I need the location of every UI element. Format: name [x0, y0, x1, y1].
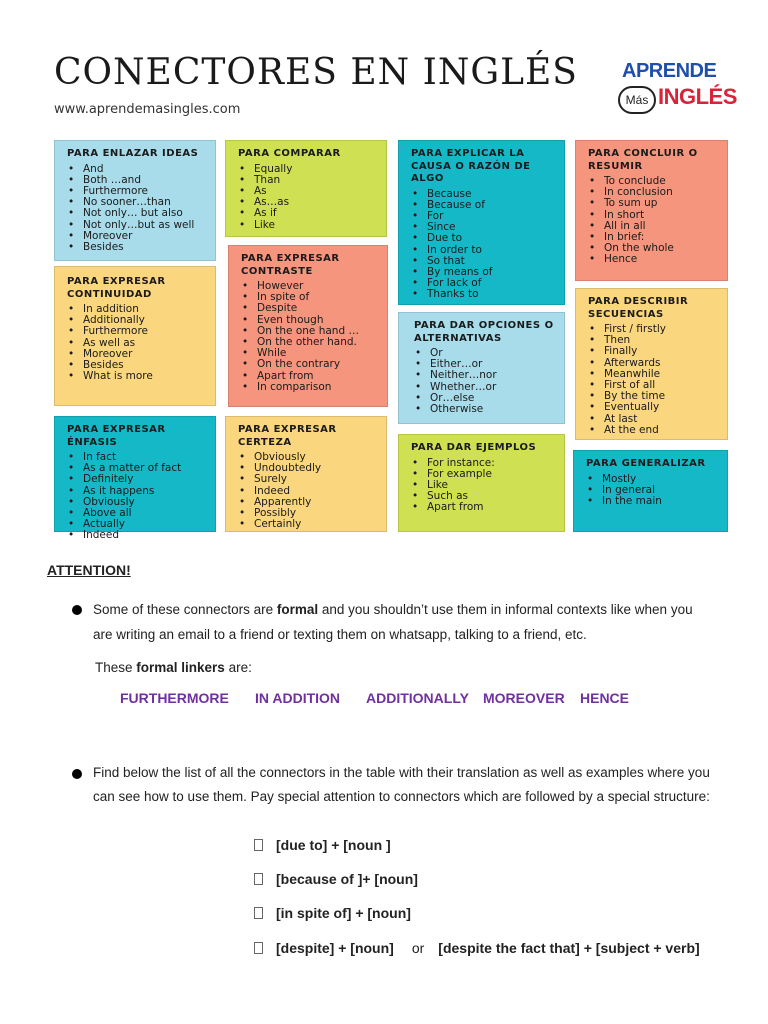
- connector-list: [588, 324, 717, 436]
- card-title: PARA COMPARAR: [238, 148, 341, 159]
- connector-item: • Obviously: [67, 497, 205, 508]
- connector-item: • Furthermore: [67, 186, 205, 197]
- connector-item: • In comparison: [241, 382, 377, 393]
- page-title: CONECTORES EN INGLÉS: [54, 52, 578, 93]
- connector-item: • Because: [411, 189, 554, 200]
- connector-item: • Furthermore: [67, 326, 205, 337]
- connector-item: • Besides: [67, 242, 205, 253]
- connector-list: [588, 176, 717, 266]
- card-secuencias: [575, 288, 728, 440]
- connector-item: • Such as: [411, 491, 554, 502]
- connector-item: • Apparently: [238, 497, 376, 508]
- bullet-icon: [72, 769, 82, 779]
- formal-linker: MOREOVER: [483, 690, 565, 706]
- structure-because-of: [254, 871, 418, 887]
- connector-item: • By means of: [411, 267, 554, 278]
- connector-item: • Undoubtedly: [238, 463, 376, 474]
- connector-item: • Above all: [67, 508, 205, 519]
- website-url[interactable]: www.aprendemasingles.com: [54, 102, 241, 117]
- connector-item: • Meanwhile: [588, 369, 717, 380]
- formal-linker: ADDITIONALLY: [366, 690, 469, 706]
- structure-text: [despite the fact that] + [subject + verb]: [438, 940, 700, 956]
- connector-item: • Mostly: [586, 474, 717, 485]
- connector-list: [241, 281, 377, 393]
- connector-list: [586, 474, 717, 508]
- connector-item: • As…as: [238, 197, 376, 208]
- connector-item: • In addition: [67, 304, 205, 315]
- connector-item: • No sooner…than: [67, 197, 205, 208]
- connector-item: • Since: [411, 222, 554, 233]
- structure-text: [in spite of] + [noun]: [276, 905, 411, 921]
- connector-item: • Like: [411, 480, 554, 491]
- logo-text-ingles: INGLÉS: [658, 84, 737, 109]
- connector-item: • For: [411, 211, 554, 222]
- connector-item: • Moreover: [67, 231, 205, 242]
- connector-item: • What is more: [67, 371, 205, 382]
- connector-list: [67, 304, 205, 382]
- connector-item: • Neither…nor: [414, 370, 554, 381]
- connector-item: • Obviously: [238, 452, 376, 463]
- connector-item: • Like: [238, 220, 376, 231]
- connector-list: [67, 164, 205, 254]
- card-concluir: [575, 140, 728, 281]
- connector-list: [411, 189, 554, 301]
- connector-item: • Hence: [588, 254, 717, 265]
- connector-item: • For lack of: [411, 278, 554, 289]
- structure-text: [despite] + [noun]: [276, 940, 394, 956]
- attention-heading: ATTENTION!: [47, 562, 131, 578]
- connector-item: • Even though: [241, 315, 377, 326]
- card-ejemplos: [398, 434, 565, 532]
- connector-item: • Possibly: [238, 508, 376, 519]
- card-title: PARA DAR EJEMPLOS: [411, 442, 537, 453]
- card-opciones: [398, 312, 565, 424]
- connector-item: • In general: [586, 485, 717, 496]
- connector-item: • In the main: [586, 496, 717, 507]
- connector-item: • In spite of: [241, 292, 377, 303]
- card-title: PARA DESCRIBIR SECUENCIAS: [588, 296, 689, 320]
- card-title: PARA ENLAZAR IDEAS: [67, 148, 199, 159]
- connector-item: • Afterwards: [588, 358, 717, 369]
- connector-item: • Thanks to: [411, 289, 554, 300]
- paragraph-text: Some of these connectors are: [93, 602, 277, 617]
- connector-item: • However: [241, 281, 377, 292]
- connector-item: • Then: [588, 335, 717, 346]
- connector-item: • At last: [588, 414, 717, 425]
- connector-item: • To sum up: [588, 198, 717, 209]
- connector-item: • And: [67, 164, 205, 175]
- card-contraste: [228, 245, 388, 407]
- card-certeza: [225, 416, 387, 532]
- formal-linker: IN ADDITION: [255, 690, 341, 706]
- connector-item: • On the one hand …: [241, 326, 377, 337]
- card-comparar: [225, 140, 387, 237]
- card-enlazar-ideas: [54, 140, 216, 261]
- connector-item: • On the whole: [588, 243, 717, 254]
- card-title: PARA EXPRESAR CONTRASTE: [241, 253, 340, 277]
- connector-item: • Additionally: [67, 315, 205, 326]
- connector-list: [238, 164, 376, 231]
- connector-item: • Certainly: [238, 519, 376, 530]
- checkbox-icon: [254, 907, 263, 919]
- connector-item: • On the contrary: [241, 359, 377, 370]
- structure-in-spite-of: [254, 905, 411, 921]
- structure-due-to: [254, 837, 391, 853]
- connector-item: • As well as: [67, 338, 205, 349]
- card-title: PARA EXPRESAR ÉNFASIS: [67, 424, 166, 448]
- connector-item: • Actually: [67, 519, 205, 530]
- connector-item: • While: [241, 348, 377, 359]
- connector-item: • First of all: [588, 380, 717, 391]
- connector-item: • As: [238, 186, 376, 197]
- logo-text-aprende: APRENDE: [622, 60, 717, 82]
- connector-item: • In short: [588, 210, 717, 221]
- paragraph-text: are:: [224, 660, 252, 675]
- connector-item: • Moreover: [67, 349, 205, 360]
- formal-linker: HENCE: [580, 690, 630, 706]
- card-title: PARA DAR OPCIONES O ALTERNATIVAS: [414, 320, 554, 344]
- connector-item: • Indeed: [238, 486, 376, 497]
- card-generalizar: [573, 450, 728, 532]
- connector-item: • For example: [411, 469, 554, 480]
- connector-item: • Finally: [588, 346, 717, 357]
- connector-item: • Besides: [67, 360, 205, 371]
- connector-item: • All in all: [588, 221, 717, 232]
- connector-item: • First / firstly: [588, 324, 717, 335]
- formal-linker: FURTHERMORE: [120, 690, 229, 706]
- connector-list: [414, 348, 554, 415]
- structure-text: [due to] + [noun ]: [276, 837, 391, 853]
- paragraph-bold: formal linkers: [136, 660, 225, 675]
- or-text: or: [411, 940, 425, 956]
- connector-item: • Indeed: [67, 530, 205, 541]
- checkbox-icon: [254, 839, 263, 851]
- connector-item: • On the other hand.: [241, 337, 377, 348]
- connector-item: • Apart from: [241, 371, 377, 382]
- connector-list: [411, 458, 554, 514]
- connector-item: • As it happens: [67, 486, 205, 497]
- connector-list: [238, 452, 376, 530]
- connector-item: • Despite: [241, 303, 377, 314]
- bullet-icon: [72, 605, 82, 615]
- connector-item: • For instance:: [411, 458, 554, 469]
- connector-item: • Otherwise: [414, 404, 554, 415]
- connector-item: • Or: [414, 348, 554, 359]
- connector-item: • Than: [238, 175, 376, 186]
- connectors-list-paragraph: Find below the list of all the connectors in the table with their translation as well as examples where you can see how to use them. Pay special attention to connectors which are followed by a special structure:: [93, 765, 710, 804]
- brand-logo: [618, 60, 737, 126]
- card-title: PARA EXPRESAR CERTEZA: [238, 424, 337, 448]
- connector-item: • Apart from: [411, 502, 554, 513]
- connector-item: • As a matter of fact: [67, 463, 205, 474]
- checkbox-icon: [254, 873, 263, 885]
- structure-despite: [254, 940, 700, 956]
- connector-item: • As if: [238, 208, 376, 219]
- formal-linkers-intro: [95, 655, 252, 680]
- connector-item: • Either…or: [414, 359, 554, 370]
- checkbox-icon: [254, 942, 263, 954]
- connector-item: • Surely: [238, 474, 376, 485]
- connector-item: • Because of: [411, 200, 554, 211]
- connector-item: • In order to: [411, 245, 554, 256]
- connector-item: • Not only…but as well: [67, 220, 205, 231]
- paragraph-bold: formal: [276, 602, 319, 617]
- paragraph-text: These: [95, 660, 137, 675]
- connector-item: • At the end: [588, 425, 717, 436]
- connector-item: • In conclusion: [588, 187, 717, 198]
- connector-item: • In fact: [67, 452, 205, 463]
- card-title: PARA EXPRESAR CONTINUIDAD: [67, 276, 166, 300]
- connector-item: • Or…else: [414, 393, 554, 404]
- card-title: PARA CONCLUIR O RESUMIR: [588, 148, 698, 172]
- card-explicar-causa: [398, 140, 565, 305]
- connector-item: • Definitely: [67, 474, 205, 485]
- card-enfasis: [54, 416, 216, 542]
- connector-list: [67, 452, 205, 542]
- connector-item: • To conclude: [588, 176, 717, 187]
- connector-item: • So that: [411, 256, 554, 267]
- logo-text-mas: Más: [618, 86, 656, 114]
- connector-item: • By the time: [588, 391, 717, 402]
- card-title: PARA EXPLICAR LA CAUSA O RAZÓN DE ALGO: [411, 148, 531, 184]
- connector-item: • Equally: [238, 164, 376, 175]
- connector-item: • Due to: [411, 233, 554, 244]
- card-continuidad: [54, 266, 216, 406]
- connector-item: • Whether…or: [414, 382, 554, 393]
- structure-text: [because of ]+ [noun]: [276, 871, 418, 887]
- connector-item: • Not only… but also: [67, 208, 205, 219]
- formal-note-paragraph: [93, 597, 713, 647]
- connector-item: • Eventually: [588, 402, 717, 413]
- connector-item: • Both …and: [67, 175, 205, 186]
- paragraph-text: and you shouldn’t use them in informal contexts like when you are writing an email to a friend or texting them on whatsapp, talking to a friend, etc.: [93, 602, 693, 642]
- connector-item: • In brief:: [588, 232, 717, 243]
- card-title: PARA GENERALIZAR: [586, 458, 706, 469]
